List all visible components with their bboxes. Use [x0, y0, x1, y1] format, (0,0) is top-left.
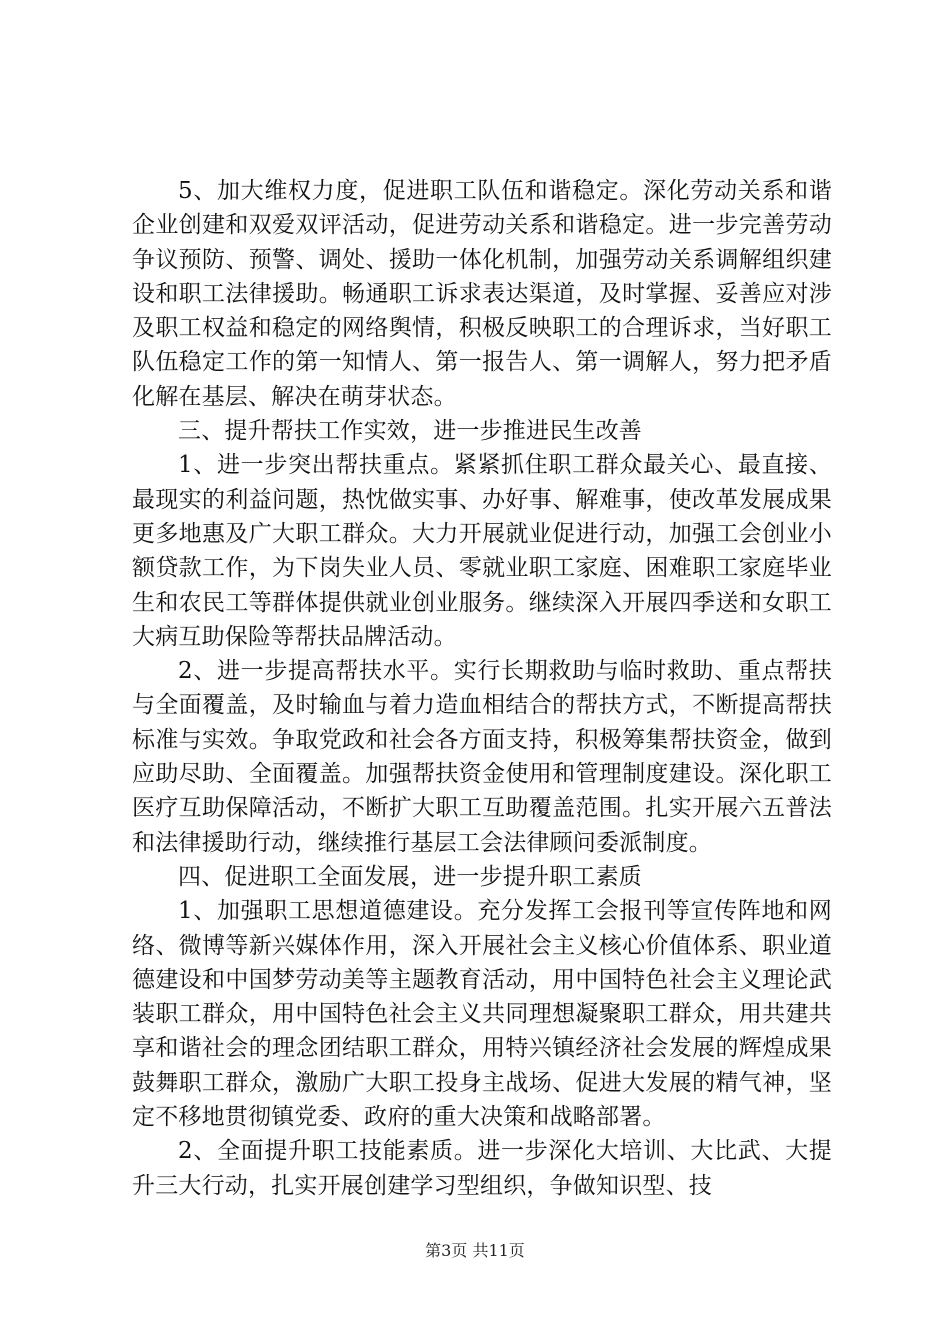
- paragraph-safeguard-rights: 5、加大维权力度，促进职工队伍和谐稳定。深化劳动关系和谐企业创建和双爱双评活动，促进劳动关系和谐稳定。进一步完善劳动争议预防、预警、调处、援助一体化机制，加强劳动关系调解组织建设和职工法律援助。畅通职工诉求表达渠道，及时掌握、妥善应对涉及职工权益和稳定的网络舆情，积极反映职工的合理诉求，当好职工队伍稳定工作的第一知情人、第一报告人、第一调解人，努力把矛盾化解在基层、解决在萌芽状态。: [132, 178, 832, 410]
- section-heading-assistance: 三、提升帮扶工作实效，进一步推进民生改善: [178, 418, 642, 445]
- section-heading-development: 四、促进职工全面发展，进一步提升职工素质: [178, 863, 642, 890]
- page-footer: 第3页 共11页: [425, 1241, 525, 1260]
- paragraph-assistance-level: 2、进一步提高帮扶水平。实行长期救助与临时救助、重点帮扶与全面覆盖，及时输血与着力造血相结合的帮扶方式，不断提高帮扶标准与实效。争取党政和社会各方面支持，积极筹集帮扶资金，做到应助尽助、全面覆盖。加强帮扶资金使用和管理制度建设。深化职工医疗互助保障活动，不断扩大职工互助覆盖范围。扎实开展六五普法和法律援助行动，继续推行基层工会法律顾问委派制度。: [132, 658, 832, 856]
- paragraph-skills-improvement: 2、全面提升职工技能素质。进一步深化大培训、大比武、大提升三大行动，扎实开展创建学习型组织，争做知识型、技: [132, 1138, 832, 1199]
- paragraph-moral-construction: 1、加强职工思想道德建设。充分发挥工会报刊等宣传阵地和网络、微博等新兴媒体作用，深入开展社会主义核心价值体系、职业道德建设和中国梦劳动美等主题教育活动，用中国特色社会主义理论武装职工群众，用中国特色社会主义共同理想凝聚职工群众，用共建共享和谐社会的理念团结职工群众，用特兴镇经济社会发展的辉煌成果鼓舞职工群众，激励广大职工投身主战场、促进大发展的精气神，坚定不移地贯彻镇党委、政府的重大决策和战略部署。: [132, 898, 832, 1131]
- document-body: [132, 174, 832, 1203]
- paragraph-assistance-focus: 1、进一步突出帮扶重点。紧紧抓住职工群众最关心、最直接、最现实的利益问题，热忱做实事、办好事、解难事，使改革发展成果更多地惠及广大职工群众。大力开展就业促进行动，加强工会创业小额贷款工作，为下岗失业人员、零就业职工家庭、困难职工家庭毕业生和农民工等群体提供就业创业服务。继续深入开展四季送和女职工大病互助保险等帮扶品牌活动。: [132, 452, 832, 650]
